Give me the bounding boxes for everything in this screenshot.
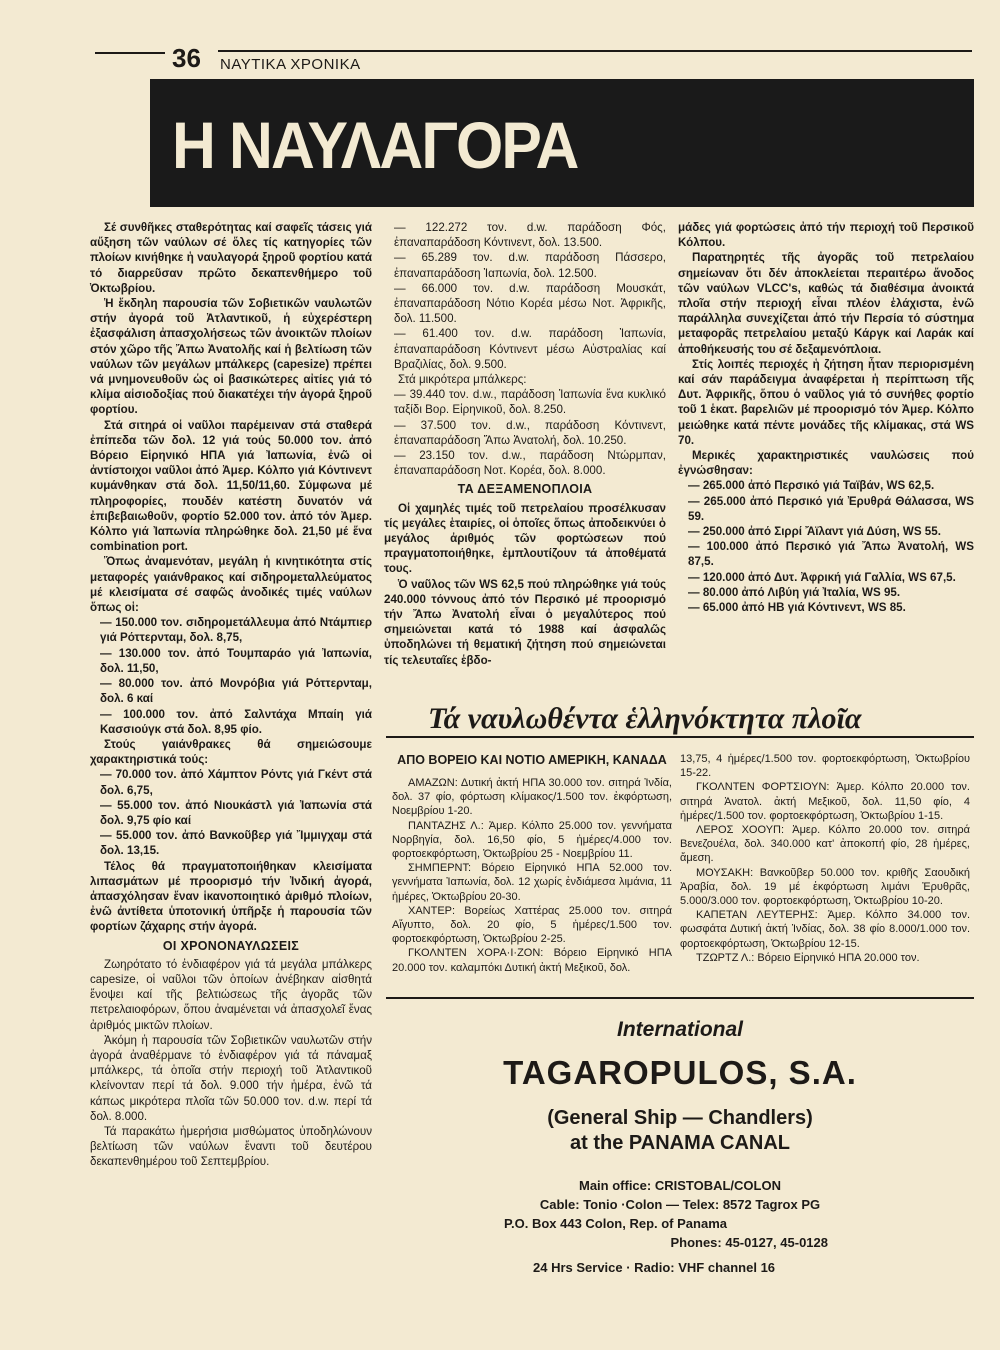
section-heading-chrono: ΟΙ ΧΡΟΝΟΝΑΥΛΩΣΕΙΣ (162, 938, 300, 953)
charter-entry: ΑΜΑΖΩΝ: Δυτική ἀκτή ΗΠΑ 30.000 τον. σιτηρά Ἰνδία, δολ. 37 φίο, φόρτωση κλίμακος/1.500 τον. ἐκφόρτωση, Νοεμβρίου 1-20. (392, 777, 672, 818)
list-item: — 100.000 ἀπό Περσικό γιά Ἄπω Ἀνατολή, WS 87,5. (688, 540, 974, 569)
header-rule-right (218, 50, 972, 52)
list-item: — 65.000 ἀπό ΗΒ γιά Κόντινεντ, WS 85. (688, 601, 906, 615)
list-item: — 250.000 ἀπό Σιρρί Ἄϊλαντ γιά Δύση, WS 55. (688, 525, 941, 539)
section-banner (150, 79, 974, 207)
chartered-ships-headline: Τά ναυλωθέντα ἑλληνόκτητα πλοῖα (428, 702, 862, 735)
charter-entry: ΓΚΟΛΝΤΕΝ ΦΟΡΤΣΙΟΥΝ: Ἀμερ. Κόλπο 20.000 τον. σιτηρά Ἀνατολ. ἀκτή Μεξικοῦ, δολ. 11,50 φίο, 4 ἡμέρες/1.500 τον. φορτοεκφόρτωση, Ὀκτωβρίου 1-15. (680, 781, 970, 822)
list-item: — 100.000 τον. ἀπό Σαλντάχα Μπαίη γιά Κασσιούγκ στά δολ. 8,95 φίο. (100, 707, 372, 736)
list-item: — 37.500 τον. d.w., παράδοση Κόντινεντ, ἐπαναπαράδοση Ἄπω Ἀνατολή, δολ. 10.250. (394, 418, 666, 447)
list-item: — 23.150 τον. d.w., παράδοση Ντώρμπαν, ἐπαναπαράδοση Νοτ. Κορέα, δολ. 8.000. (394, 449, 666, 478)
ad-service: 24 Hrs Service · Radio: VHF channel 16 (533, 1260, 776, 1275)
charter-entry: ΤΖΩΡΤΖ Λ.: Βόρειο Εἰρηνικό ΗΠΑ 20.000 τον. (696, 951, 920, 964)
paragraph: Ἀκόμη ἡ παρουσία τῶν Σοβιετικῶν ναυλωτῶν στήν ἀγορά ἀναθέρμανε τό ἐνδιαφέρον γιά τά πάναμαξ μπάλκερς, τά ὁποῖα στήν περιοχή τοῦ Ἀτλαντικοῦ κλείνονταν περί τά δολ. 9.000 τήν ἡμέρα, ἐνῶ τά κάπως μικρότερα πλοῖα τῶν 50.000 τον. d.w. περί τά δολ. 8.000. (90, 1033, 372, 1123)
list-item: — 130.000 τον. ἀπό Τουμπαράο γιά Ἰαπωνία, δολ. 11,50, (100, 646, 372, 675)
ad-cable: Cable: Tonio ·Colon — Telex: 8572 Tagrox PG (539, 1197, 821, 1212)
list-item: — 55.000 τον. ἀπό Βανκοῦβερ γιά Ἴμμιγχαμ στά δολ. 13,15. (100, 829, 372, 858)
advertisement (386, 1010, 974, 1277)
header-rule-left (95, 52, 165, 54)
paragraph: Παρατηρητές τῆς ἀγορᾶς τοῦ πετρελαίου σημείωναν ὅτι δέν ἀποκλείεται περαιτέρω ἄνοδος τῶν ναύλων VLCC's, καθώς τά διαθέσιμα ἀνοικτά πλοῖα στήν περιοχή εἶναι πλέον ἐλάχιστα, ἐνῶ παράλληλα συνεχίζεται ἀπό τήν Περσία τό σύστημα μεταφορᾶς πετρελαίου μεταξύ Κάργκ καί Λαράκ καί ἀποθήκευσής του σέ δεξαμενόπλοια. (678, 251, 974, 356)
charter-entry: ΓΚΟΛΝΤΕΝ ΧΟΡΑ·Ι·ΖΟΝ: Βόρειο Εἰρηνικό ΗΠΑ 20.000 τον. καλαμπόκι Δυτική ἀκτή Μεξικοῦ, δολ. (392, 947, 672, 974)
paragraph: Τά παρακάτω ἡμερήσια μισθώματος ὑποδηλώνουν βελτίωση τῶν ναύλων ἔναντι τοῦ δευτέρου δεκαπενθημέρου τοῦ Σεπτεμβρίου. (90, 1124, 372, 1169)
paragraph: Ὅπως ἀναμενόταν, μεγάλη ἡ κινητικότητα στίς μεταφορές γαιάνθρακος καί σιδηρομεταλλεύματος μέ κλεισίματα σέ σαφῶς ἀνοδικές τιμές ναύλων ὅπως οἱ: (90, 555, 372, 615)
ad-international: International (616, 1018, 743, 1041)
charter-entry: ΠΑΝΤΑΖΗΣ Λ.: Ἀμερ. Κόλπο 25.000 τον. γεννήματα Νορβηγία, δολ. 16,50 φίο, 5 ἡμέρες/4.000 τον. φορτοεκφόρτωση, Ὀκτωβρίου 25 - Νοεμβρίου 11. (392, 819, 672, 861)
list-item: — 80.000 τον. ἀπό Μονρόβια γιά Ρόττερνταμ, δολ. 6 καί (100, 677, 372, 706)
paragraph: Ἡ ἔκδηλη παρουσία τῶν Σοβιετικῶν ναυλωτῶν στήν ἀγορά τοῦ Ἀτλαντικοῦ, ἡ εὐχερέστερη ἐξασφάλιση ἀπασχολήσεως τῶν ἀνοικτῶν πλοίων στόν χῶρο τῆς Ἄπω Ἀνατολῆς καί ἡ βελτίωση τῶν ναύλων τῶν μεγάλων μπάλκερς (capesize) πρέπει νά μνημονευθοῦν ὡς οἱ βασικώτερες αἰτίες γιά τό κλίμα αἰσιοδοξίας πού διακατέχει τήν ἀγορά ξηροῦ φορτίου. (90, 297, 372, 417)
paragraph: Στίς λοιπές περιοχές ἡ ζήτηση ἦταν περιορισμένη καί σάν παράδειγμα ἀναφέρεται ἡ περίπτωση τῆς Δυτ. Ἀφρικῆς, ὅπου ὁ ναῦλος γιά τό συνήθες φορτίο τοῦ 1 ἑκατ. βαρελιῶν μέ προορισμό τόν Ἀμερ. Κόλπο μειώθηκε κατά πέντε μονάδες τῆς κλίμακας, στά WS 70. (678, 357, 974, 447)
paragraph: Τέλος θά πραγματοποιήθηκαν κλεισίματα λιπασμάτων μέ προορισμό τήν Ἰνδική ἀγορά, ἀπασχόλησαν ἕναν ἱκανοποιητικό ἀριθμό πλοίων, ἐνῶ ἀντίθετα ὑποτονική ὑπῆρξε ἡ παρουσία τῶν φορτίων ζάχαρης στήν ἀγορά. (90, 859, 372, 934)
charter-entry: ΛΕΡΟΣ ΧΟΟΥΠ: Ἀμερ. Κόλπο 20.000 τον. σιτηρά Βενεζουέλα, δολ. 340.000 κατ' ἀποκοπή φίο, 28 ἡμέρες, ἄμεση. (680, 824, 970, 865)
paragraph: Οἱ χαμηλές τιμές τοῦ πετρελαίου προσέλκυσαν τίς μεγάλες ἑταιρίες, οἱ ὁποῖες ὅπως ἀποδεικνύει ὁ μεγάλος ἀριθμός τῶν φορτώσεων πού πραγματοποιήθηκε, ἐμπλουτίζουν τά ἀποθέματά τους. (384, 501, 666, 576)
list-item: — 55.000 τον. ἀπό Νιουκάστλ γιά Ἰαπωνία στά δολ. 9,75 φίο καί (100, 798, 372, 827)
ad-contact-block (386, 1176, 974, 1277)
paragraph: Ζωηρότατο τό ἐνδιαφέρον γιά τά μεγάλα μπάλκερς capesize, οἱ ναῦλοι τῶν ὁποίων ἀνέβηκαν αἰσθητά ἔνοψει καί τῆς βελτιώσεως τῆς ἀγορᾶς τῶν πετρελαιοφόρων, ὅπου ἀναμένεται νά ἀπασχολεῖ ἕνας ἀριθμός μικτῶν πλοίων. (90, 957, 372, 1032)
list-item: — 120.000 ἀπό Δυτ. Ἀφρική γιά Γαλλία, WS 67,5. (688, 570, 956, 584)
paragraph: Μερικές χαρακτηριστικές ναυλώσεις πού ἐγνώσθησαν: (678, 449, 974, 478)
magazine-title: ΝΑΥΤΙΚΑ ΧΡΟΝΙΚΑ (220, 56, 361, 73)
ad-company-name: TAGAROPULOS, S.A. (503, 1054, 857, 1091)
charter-entry: ΧΑΝΤΕΡ: Βορείως Χαττέρας 25.000 τον. σιτηρά Αἴγυπτο, δολ. 20 φίο, 5 ἡμέρες/1.500 τον. φορτοεκφόρτωση, Ὀκτωβρίου 2-25. (392, 904, 672, 946)
ad-phones: Phones: 45-0127, 45-0128 (670, 1235, 828, 1250)
list-item: — 66.000 τον. d.w. παράδοση Μουσκάτ, ἐπαναπαράδοση Νότιο Κορέα μέσω Νοτ. Ἀφρικῆς, δολ. 11.500. (394, 281, 666, 326)
article-column-2 (384, 220, 666, 668)
chartered-ships-headline-box (386, 700, 974, 738)
region-heading: ΑΠΟ ΒΟΡΕΙΟ ΚΑΙ ΝΟΤΙΟ ΑΜΕΡΙΚΗ, ΚΑΝΑΔΑ (397, 753, 667, 767)
list-item: — 122.272 τον. d.w. παράδοση Φός, ἐπαναπαράδοση Κόντινεντ, δολ. 13.500. (394, 221, 666, 250)
paragraph: Ὁ ναῦλος τῶν WS 62,5 πού πληρώθηκε γιά τούς 240.000 τόννους ἀπό τόν Περσικό μέ προορισμό τήν Ἄπω Ἀνατολή εἶναι ὁ μεγαλύτερος πού σημειώνεται κατά τό 1988 καί ἀσφαλῶς ὑποδηλώνει τή θεματική ζήτηση πού σημειώνεται τίς τελευταῖες ἑβδο- (384, 577, 666, 667)
charter-entry: ΜΟΥΣΑΚΗ: Βανκοῦβερ 50.000 τον. κριθῆς Σαουδική Ἀραβία, δολ. 19 μέ ἐκφόρτωση λιμάνι Ἐρυθρᾶς, 5.000/3.000 τον. φορτοεκφόρτωση, Ὀκτωβρίου 10-20. (680, 866, 970, 908)
article-column-3 (678, 220, 974, 615)
paragraph: μάδες γιά φορτώσεις ἀπό τήν περιοχή τοῦ Περσικοῦ Κόλπου. (678, 221, 974, 250)
section-heading-tankers: ΤΑ ΔΕΞΑΜΕΝΟΠΛΟΙΑ (457, 482, 593, 497)
list-item: — 65.289 τον. d.w. παράδοση Πάσσερο, ἐπαναπαράδοση Ἰαπωνία, δολ. 12.500. (394, 251, 666, 280)
list-item: — 265.000 ἀπό Περσικό γιά Ταϊβάν, WS 62,5. (688, 479, 935, 493)
banner-title: Η ΝΑΥΛΑΓΟΡΑ (172, 108, 578, 182)
paragraph: Στά σιτηρά οἱ ναῦλοι παρέμειναν στά σταθερά ἐπίπεδα τῶν δολ. 12 γιά τούς 50.000 τον. ἀπό Βόρειο Εἰρηνικό ΗΠΑ γιά Ἰαπωνία, ἐνῶ οἱ ἀντίστοιχοι ναῦλοι ἀπό Ἀμερ. Κόλπο γιά Κόντινεντ κυμάνθηκαν στά δολ. 11,50/11,60. Σύμφωνα μέ πληροφορίες, πουδέν κατέστη δυνατόν νά ἐπιβεβαιωθοῦν, φορτίο 52.000 τον. ἀπό τόν Ἀμερ. Κόλπο γιά Ἰαπωνία πληρώθηκε δολ. 21,50 μέ ἕνα combination port. (90, 418, 372, 554)
ad-tagline-1: (General Ship — Chandlers) (547, 1107, 813, 1129)
list-item: — 70.000 τον. ἀπό Χάμπτον Ρόντς γιά Γκέντ στά δολ. 6,75, (100, 768, 372, 797)
paragraph: Στούς γαιάνθρακες θά σημειώσουμε χαρακτηριστικά τούς: (90, 737, 372, 767)
charter-entry: ΚΑΠΕΤΑΝ ΛΕΥΤΕΡΗΣ: Ἀμερ. Κόλπο 34.000 τον. φωσφάτα Δυτική ἀκτή Ἰνδίας, δολ. 38 φίο 8.000/1.000 τον. φορτοεκφόρτωση, Ὀκτωβρίου 12-15. (680, 909, 970, 950)
chartered-ships-column-left (392, 752, 672, 975)
paragraph: Στά μικρότερα μπάλκερς: (398, 373, 527, 387)
charter-entry: ΣΗΜΠΕΡΝΤ: Βόρειο Εἰρηνικό ΗΠΑ 52.000 τον. γεννήματα Ἰαπωνία, δολ. 12 χωρίς ἐνδιάμεσα λιμάνια, 11 ἡμέρες, Ὀκτωβρίου 20-30. (392, 862, 672, 903)
list-item: — 39.440 τον. d.w., παράδοση Ἰαπωνία ἕνα κυκλικό ταξίδι Βορ. Εἰρηνικοῦ, δολ. 8.250. (394, 388, 666, 417)
charter-entry: 13,75, 4 ἡμέρες/1.500 τον. φορτοεκφόρτωση, Ὀκτωβρίου 15-22. (680, 753, 970, 780)
ad-tagline-2: at the PANAMA CANAL (570, 1132, 790, 1154)
list-item: — 80.000 ἀπό Λιβύη γιά Ἰταλία, WS 95. (688, 585, 901, 599)
page-number: 36 (172, 43, 201, 73)
list-item: — 61.400 τον. d.w. παράδοση Ἰαπωνία, ἐπαναπαράδοση Κόντινεντ μέσω Αὐστραλίας καί Βραζιλίας, δολ. 9.500. (394, 327, 666, 371)
ad-po-box: P.O. Box 443 Colon, Rep. of Panama (504, 1216, 727, 1231)
ad-office: Main office: CRISTOBAL/COLON (579, 1178, 781, 1193)
chartered-ships-column-right (680, 752, 970, 965)
ad-top-rule (386, 997, 974, 999)
list-item: — 265.000 ἀπό Περσικό γιά Ἐρυθρά Θάλασσα, WS 59. (688, 494, 974, 523)
paragraph: Σέ συνθῆκες σταθερότητας καί σαφεῖς τάσεις γιά αὔξηση τῶν ναύλων σέ ὅλες τίς κατηγορίες τῶν πλοίων κινήθηκε ἡ ναυλαγορά ξηροῦ φορτίου κατά τό διαρρεῦσαν πρῶτο δεκαπενθήμερο τοῦ Ὀκτωβρίου. (90, 221, 372, 295)
article-column-1 (90, 220, 372, 1170)
list-item: — 150.000 τον. σιδηρομετάλλευμα ἀπό Ντάμπιερ γιά Ρόττερνταμ, δολ. 8,75, (100, 616, 372, 645)
